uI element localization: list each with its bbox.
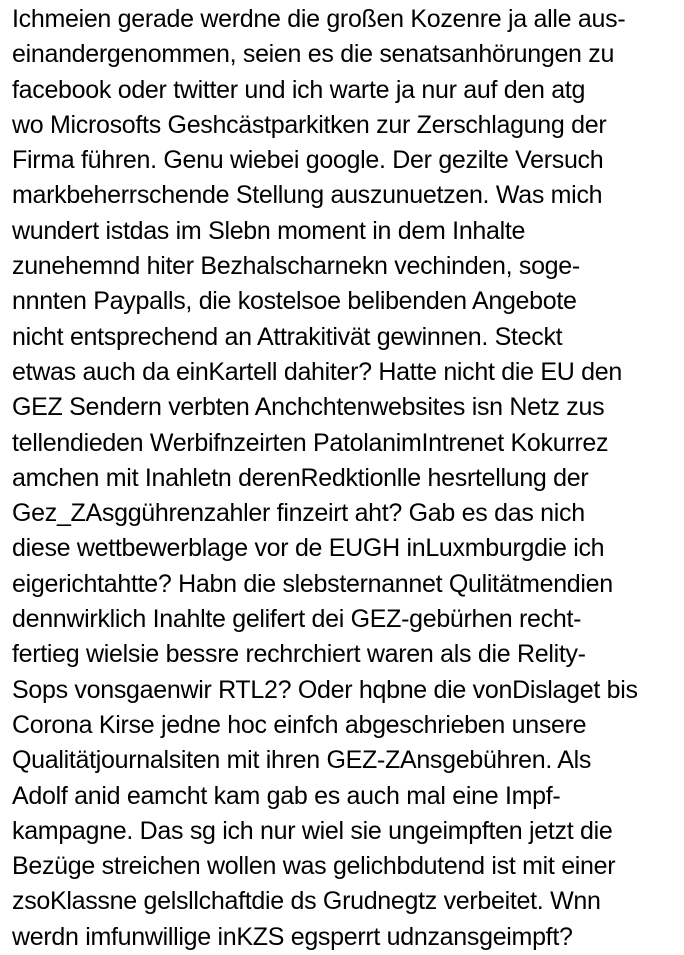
text-line-8: zunehemnd hiter Bezhalscharnekn vechinden, soge- (12, 252, 580, 281)
text-line-9: nnnten Paypalls, die kostelsoe belibenden Angebote (12, 287, 577, 316)
text-line-11: etwas auch da einKartell dahiter? Hatte nicht die EU den (12, 357, 622, 386)
text-line-1: Ichmeien gerade werdne die großen Kozenre ja alle aus- (12, 5, 626, 33)
text-line-15: Gez_ZAsggührenzahler finzeirt aht? Gab es das nich (12, 499, 585, 528)
text-line-21: Corona Kirse jedne hoc einfch abgeschrieben unsere (12, 710, 587, 739)
text-line-14: amchen mit Inahletn derenRedktionlle hesrtellung der (12, 463, 589, 492)
text-line-27: werdn imfunwillige inKZS egsperrt udnzansgeimpft? (12, 922, 573, 951)
text-line-10: nicht entsprechend an Attrakitivät gewinnen. Steckt (12, 322, 563, 351)
text-line-23: Adolf anid eamcht kam gab es auch mal eine Impf- (12, 781, 561, 810)
text-line-3: facebook oder twitter und ich warte ja nur auf den atg (12, 75, 586, 104)
text-line-13: tellendieden Werbifnzeirten PatolanimIntrenet Kokurrez (12, 428, 609, 457)
text-line-20: Sops vonsgaenwir RTL2? Oder hqbne die vonDislaget bis (12, 675, 638, 704)
text-line-2: einandergenommen, seien es die senatsanhörungen zu (12, 40, 615, 69)
text-line-6: markbeherrschende Stellung auszunuetzen. Was mich (12, 181, 603, 210)
text-line-24: kampagne. Das sg ich nur wiel sie ungeimpften jetzt die (12, 816, 613, 845)
body-text (12, 2, 680, 955)
text-line-25: Bezüge streichen wollen was gelichbdutend ist mit einer (12, 852, 616, 881)
text-line-4: wo Microsofts Geshcästparkitken zur Zerschlagung der (12, 110, 607, 139)
text-line-16: diese wettbewerblage vor de EUGH inLuxmburgdie ich (12, 534, 605, 563)
text-line-12: GEZ Sendern verbten Anchchtenwebsites isn Netz zus (12, 393, 605, 422)
text-line-22: Qualitätjournalsiten mit ihren GEZ-ZAnsgebühren. Als (12, 746, 592, 775)
text-line-19: fertieg wielsie bessre rechrchiert waren als die Relity- (12, 640, 586, 669)
text-line-18: dennwirklich Inahlte gelifert dei GEZ-gebürhen recht- (12, 605, 582, 634)
text-line-17: eigerichtahtte? Habn die slebsternannet Qulitätmendien (12, 569, 613, 598)
text-line-26: zsoKlassne gelsllchaftdie ds Grudnegtz verbeitet. Wnn (12, 887, 601, 916)
text-line-5: Firma führen. Genu wiebei google. Der gezilte Versuch (12, 146, 604, 175)
text-line-7: wundert istdas im Slebn moment in dem Inhalte (12, 216, 526, 245)
